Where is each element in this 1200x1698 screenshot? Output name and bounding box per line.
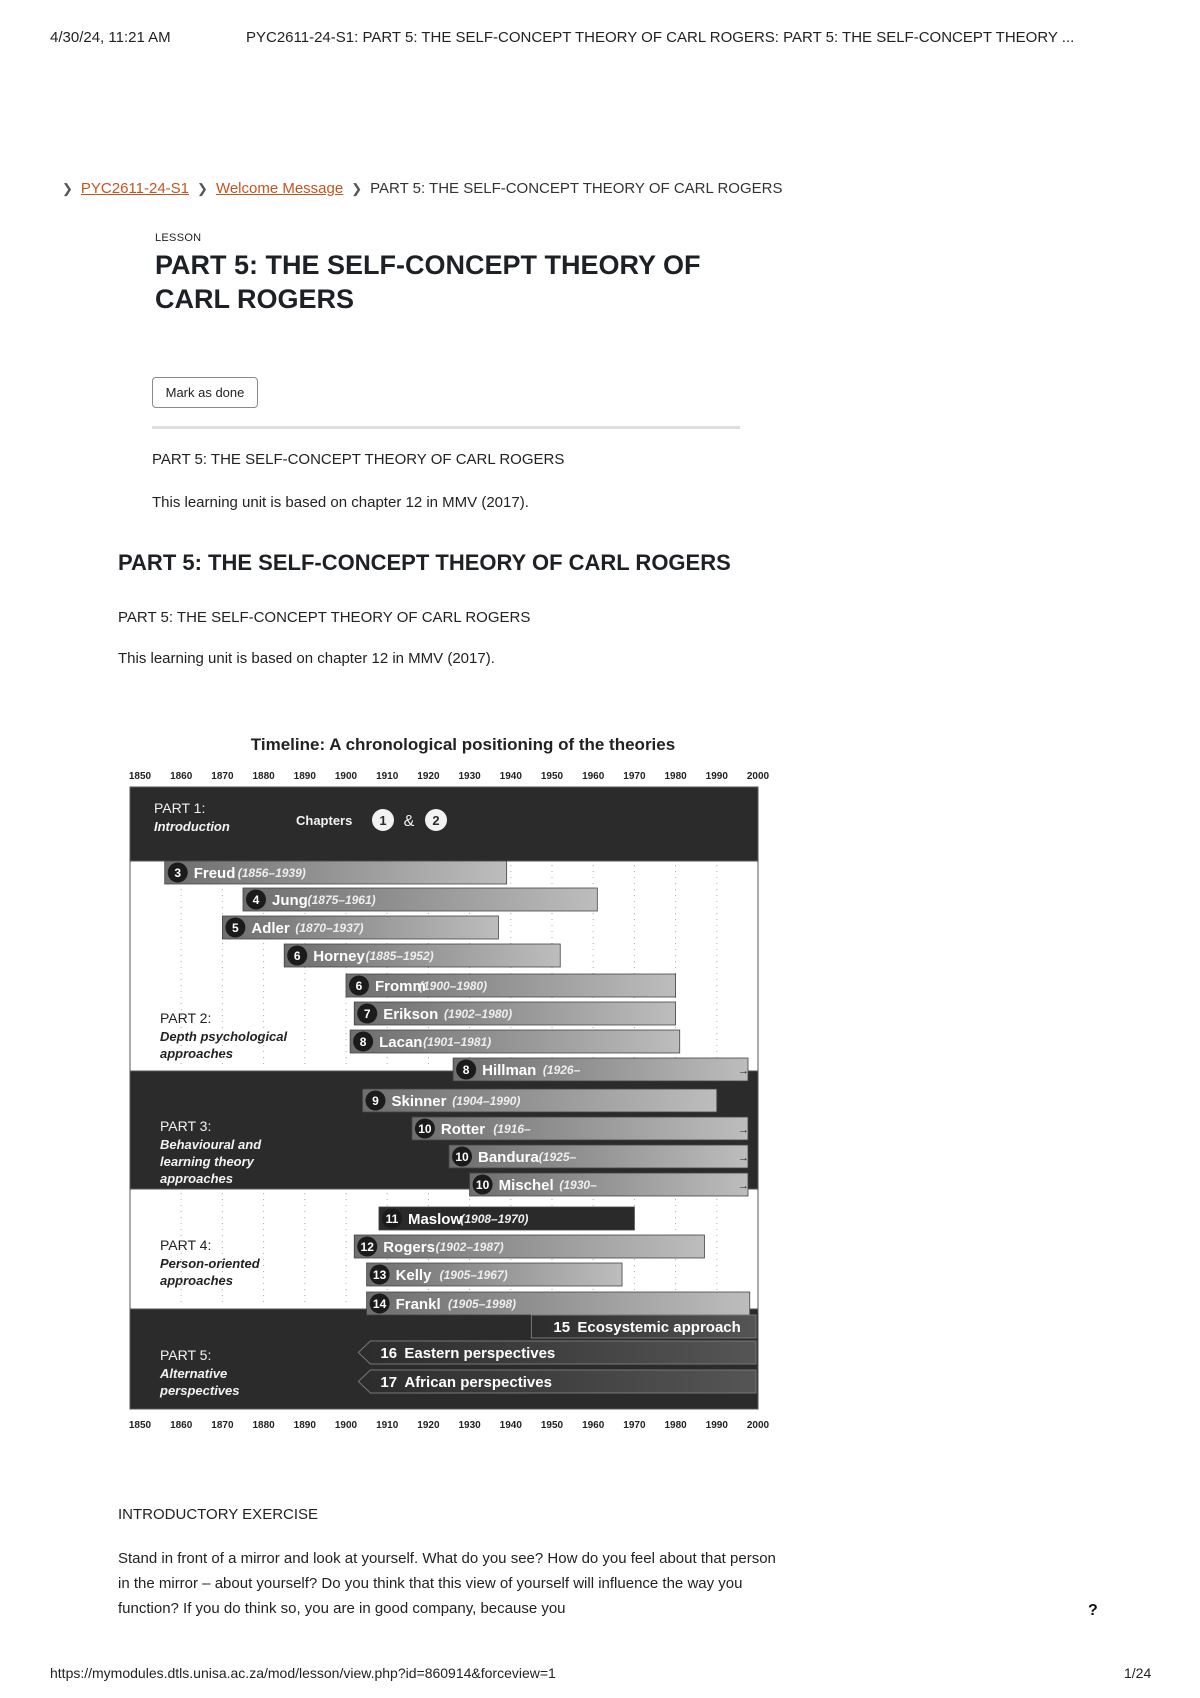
perspective-number: 17 (380, 1374, 398, 1391)
theorist-dates: (1870–1937) (295, 921, 364, 935)
chevron-right-icon: ❯ (351, 180, 363, 196)
theorist-number: 14 (372, 1297, 387, 1311)
axis-year-label: 1960 (582, 1420, 605, 1431)
theorist-number: 10 (418, 1122, 432, 1136)
theorist-dates: (1925– (538, 1150, 577, 1164)
theorist-name: Erikson (383, 1006, 439, 1023)
theorist-name: Skinner (391, 1093, 447, 1110)
theorist-dates: (1875–1961) (307, 893, 376, 907)
axis-year-label: 1940 (499, 771, 522, 782)
print-url: https://mymodules.dtls.unisa.ac.za/mod/lesson/view.php?id=860914&forceview=1 (50, 1665, 556, 1681)
axis-year-label: 1860 (170, 1420, 193, 1431)
theorist-dates: (1926– (542, 1063, 581, 1077)
axis-year-label: 1850 (128, 1420, 152, 1431)
content-text: PART 5: THE SELF-CONCEPT THEORY OF CARL ROGERS (118, 609, 531, 626)
axis-year-label: 1930 (458, 1420, 481, 1431)
theorist-dates: (1900–1980) (419, 979, 488, 993)
content-heading: PART 5: THE SELF-CONCEPT THEORY OF CARL ROGERS (118, 550, 731, 575)
theorist-dates: (1905–1967) (439, 1268, 508, 1282)
perspective-name: Ecosystemic approach (577, 1319, 741, 1336)
axis-year-label: 1920 (417, 771, 440, 782)
theorist-name: Rogers (383, 1239, 435, 1256)
timeline-figure (118, 725, 778, 1440)
axis-year-label: 1850 (128, 771, 152, 782)
theorist-dates: (1901–1981) (423, 1035, 492, 1049)
perspective-name: Eastern perspectives (404, 1345, 556, 1362)
theorist-name: Frankl (395, 1296, 441, 1313)
axis-year-label: 1910 (376, 1420, 399, 1431)
divider (152, 426, 740, 429)
theorist-dates: (1930– (559, 1178, 597, 1192)
axis-year-label: 1960 (582, 771, 605, 782)
print-page-number: 1/24 (1124, 1665, 1152, 1681)
axis-year-label: 1990 (705, 1420, 728, 1431)
theorist-dates: (1856–1939) (237, 866, 306, 880)
axis-year-label: 1880 (252, 1420, 275, 1431)
part-subtitle: approaches (160, 1046, 233, 1061)
theorist-dates: (1885–1952) (365, 949, 434, 963)
timeline-title: Timeline: A chronological positioning of the theories (250, 735, 676, 754)
theorist-dates: (1904–1990) (452, 1094, 521, 1108)
part-subtitle: perspectives (160, 1383, 240, 1398)
breadcrumb-current: PART 5: THE SELF-CONCEPT THEORY OF CARL ROGERS (370, 180, 783, 197)
theorist-name: Kelly (395, 1267, 432, 1284)
print-page-title: PYC2611-24-S1: PART 5: THE SELF-CONCEPT THEORY OF CARL ROGERS: PART 5: THE SELF-CONCEPT THEORY ... (246, 29, 1075, 46)
axis-year-label: 1870 (211, 771, 234, 782)
chapter-number: 2 (432, 813, 440, 828)
axis-year-label: 2000 (746, 1420, 770, 1431)
part-subtitle: Alternative (160, 1366, 228, 1381)
print-datetime: 4/30/24, 11:21 AM (50, 29, 171, 46)
axis-year-label: 1950 (540, 771, 564, 782)
axis-year-label: 2000 (746, 771, 770, 782)
theorist-number: 13 (372, 1268, 387, 1282)
theorist-dates: (1902–1980) (444, 1007, 513, 1021)
theorist-dates: (1905–1998) (448, 1297, 517, 1311)
theorist-dates: (1902–1987) (435, 1240, 504, 1254)
page-title: PART 5: THE SELF-CONCEPT THEORY OF CARL ROGERS (155, 250, 701, 314)
theorist-name: Lacan (379, 1034, 423, 1051)
part-label: PART 1: (154, 800, 206, 816)
axis-year-label: 1910 (376, 771, 399, 782)
part-label: PART 5: (160, 1347, 212, 1363)
part-subtitle: Behavioural and (160, 1137, 262, 1152)
theorist-number: 8 (462, 1063, 470, 1077)
axis-year-label: 1900 (334, 771, 358, 782)
theorist-name: Adler (251, 920, 290, 937)
part-label: PART 2: (160, 1010, 212, 1026)
axis-year-label: 1980 (664, 1420, 687, 1431)
theorist-name: Bandura (478, 1149, 539, 1166)
chapter-number: 1 (379, 813, 387, 828)
ongoing-arrow-icon: → (738, 1124, 749, 1136)
theorist-number: 6 (293, 949, 301, 963)
axis-year-label: 1860 (170, 771, 193, 782)
theorist-name: Maslow (407, 1211, 463, 1228)
theorist-name: Fromm (375, 978, 426, 995)
part-subtitle: approaches (160, 1273, 233, 1288)
axis-year-label: 1920 (417, 1420, 440, 1431)
chevron-right-icon: ❯ (62, 180, 73, 196)
axis-year-label: 1930 (458, 771, 481, 782)
theorist-number: 8 (359, 1035, 367, 1049)
theorist-number: 11 (385, 1212, 399, 1226)
perspective-name: African perspectives (404, 1374, 552, 1391)
axis-year-label: 1880 (252, 771, 275, 782)
axis-year-label: 1980 (664, 771, 687, 782)
help-icon[interactable]: ? (1088, 1602, 1098, 1619)
axis-year-label: 1950 (540, 1420, 564, 1431)
part-subtitle: Depth psychological (160, 1029, 288, 1044)
axis-year-label: 1940 (499, 1420, 522, 1431)
axis-year-label: 1990 (705, 771, 728, 782)
theorist-number: 12 (360, 1240, 374, 1254)
axis-year-label: 1970 (623, 1420, 646, 1431)
part-label: PART 3: (160, 1118, 212, 1134)
theorist-number: 10 (455, 1150, 469, 1164)
breadcrumb-course-link[interactable]: PYC2611-24-S1 (80, 180, 190, 197)
theorist-number: 10 (475, 1178, 490, 1192)
exercise-text: Stand in front of a mirror and look at yourself. What do you see? How do you feel about that person in the mirror – about yourself? Do you think that this view of yourself will influence the way you function? If you do think so, you are in good company, because you (118, 1550, 776, 1617)
theorist-name: Rotter (440, 1121, 486, 1138)
mark-as-done-button[interactable]: Mark as done (152, 377, 258, 408)
breadcrumb (62, 180, 782, 197)
axis-year-label: 1870 (211, 1420, 234, 1431)
theorist-number: 6 (355, 979, 363, 993)
lesson-intro-text: PART 5: THE SELF-CONCEPT THEORY OF CARL ROGERS (152, 451, 565, 468)
chapters-amp: & (403, 813, 415, 830)
theorist-number: 5 (232, 921, 239, 935)
axis-year-label: 1900 (334, 1420, 358, 1431)
chapters-label: Chapters (296, 813, 353, 828)
theorist-number: 9 (372, 1094, 379, 1108)
theorist-name: Freud (193, 865, 236, 882)
ongoing-arrow-icon: → (738, 1152, 749, 1164)
lesson-intro-text: This learning unit is based on chapter 12 in MMV (2017). (152, 494, 529, 511)
theorist-number: 4 (252, 893, 260, 907)
theorist-number: 3 (174, 866, 182, 880)
content-text: This learning unit is based on chapter 12 in MMV (2017). (118, 650, 495, 667)
axis-year-label: 1970 (623, 771, 646, 782)
theorist-dates: (1908–1970) (460, 1212, 529, 1226)
theorist-number: 7 (363, 1007, 371, 1021)
theorist-name: Mischel (498, 1177, 554, 1194)
ongoing-arrow-icon: → (738, 1065, 749, 1077)
breadcrumb-welcome-link[interactable]: Welcome Message (215, 180, 344, 197)
page-kicker: LESSON (155, 232, 202, 244)
theorist-name: Hillman (482, 1062, 537, 1079)
part-subtitle: Person-oriented (160, 1256, 260, 1271)
theorist-name: Jung (272, 892, 308, 909)
part-subtitle: approaches (160, 1171, 233, 1186)
axis-year-label: 1890 (293, 771, 316, 782)
theorist-name: Horney (313, 948, 365, 965)
theorist-dates: (1916– (493, 1122, 531, 1136)
part-subtitle: Introduction (154, 819, 230, 834)
ongoing-arrow-icon: → (738, 1180, 749, 1192)
part-subtitle: learning theory (160, 1154, 254, 1169)
part-label: PART 4: (160, 1237, 212, 1253)
perspective-number: 16 (380, 1345, 398, 1362)
chevron-right-icon: ❯ (197, 180, 208, 196)
axis-year-label: 1890 (293, 1420, 316, 1431)
perspective-number: 15 (553, 1319, 571, 1336)
exercise-heading: INTRODUCTORY EXERCISE (118, 1506, 319, 1523)
